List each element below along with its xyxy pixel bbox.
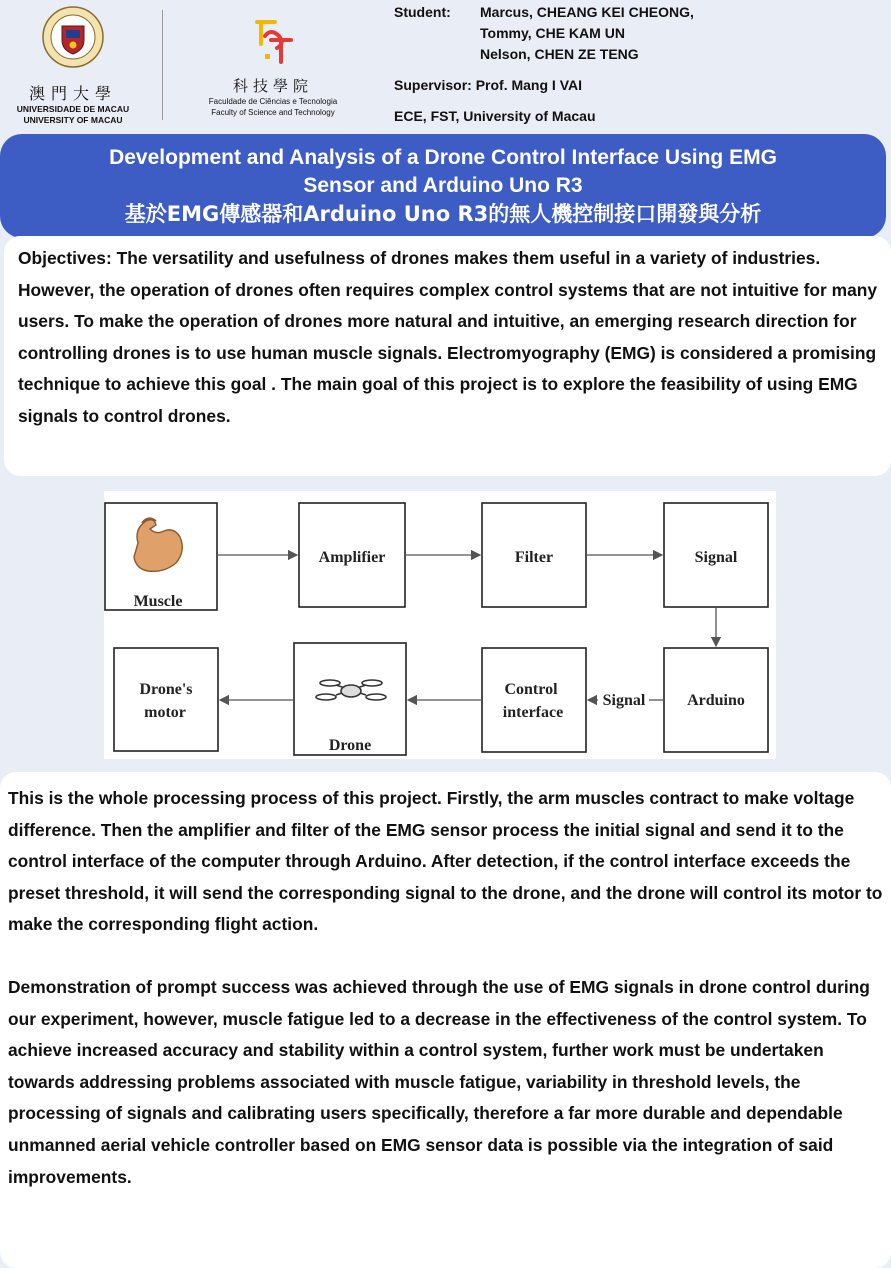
signal-arrow-label: Signal [602, 692, 646, 709]
control-label-line2: interface [502, 704, 564, 721]
title-english-line1: Development and Analysis of a Drone Control Interface Using EMG [109, 146, 777, 169]
um-seal-icon [42, 6, 104, 68]
um-name-english: UNIVERSITY OF MACAU [23, 115, 123, 125]
motor-label-line1: Drone's [139, 681, 193, 698]
student-name: Tommy, CHE KAM UN [480, 25, 625, 41]
drone-motor-box [114, 648, 218, 751]
signal-box-label: Signal [694, 549, 738, 566]
fst-logo [188, 14, 358, 118]
title-banner [0, 134, 886, 238]
amplifier-label: Amplifier [318, 549, 386, 566]
student-names [480, 2, 694, 65]
objectives-panel [4, 236, 891, 476]
fst-name-portuguese: Faculdade de Ciências e Tecnologia [208, 97, 338, 106]
um-name-portuguese: UNIVERSIDADE DE MACAU [16, 104, 130, 114]
arduino-label: Arduino [687, 692, 745, 709]
objectives-text: Objectives: The versatility and usefulness of drones makes them useful in a variety of industries. However, the operation of drones often requires complex control systems that are not intuitive for many users. To make the operation of drones more natural and intuitive, an emerging research direction for controlling drones is to use human muscle signals. Electromyography (EMG) is considered a promising technique to achieve this goal . The main goal of this project is to explore the feasibility of using EMG signals to control drones. [18, 248, 878, 426]
student-row [394, 2, 694, 65]
drone-label: Drone [328, 737, 372, 754]
fst-name-english: Faculty of Science and Technology [211, 108, 335, 117]
filter-label: Filter [514, 549, 554, 566]
header-divider [162, 10, 163, 120]
motor-label-line2: motor [144, 704, 186, 721]
description-panel [0, 772, 891, 1268]
student-name: Nelson, CHEN ZE TENG [480, 46, 639, 62]
author-info [394, 2, 694, 127]
block-diagram-svg [104, 491, 776, 759]
conclusion-paragraph: Demonstration of prompt success was achieved through the use of EMG signals in drone control during our experiment, however, muscle fatigue led to a decrease in the effectiveness of the control system. To achieve increased accuracy and stability within a control system, further work must be undertaken towards addressing problems associated with muscle fatigue, variability in threshold levels, the processing of signals and calibrating users specifically, therefore a far more durable and dependable unmanned aerial vehicle controller based on EMG sensor data is possible via the integration of said improvements. [8, 976, 870, 1187]
supervisor: Supervisor: Prof. Mang I VAI [394, 77, 582, 93]
department: ECE, FST, University of Macau [394, 108, 596, 124]
muscle-label: Muscle [133, 593, 183, 610]
control-interface-box [482, 648, 586, 752]
um-name-chinese: 澳門大學 [28, 84, 117, 103]
fst-name-chinese: 科技學院 [232, 77, 313, 95]
block-diagram [104, 491, 776, 759]
title-chinese: 基於EMG傳感器和Arduino Uno R3的無人機控制接口開發與分析 [124, 202, 762, 226]
um-logo [8, 6, 138, 126]
control-label-line1: Control [504, 681, 558, 698]
process-paragraph: This is the whole processing process of this project. Firstly, the arm muscles contract to make voltage difference. Then the amplifier and filter of the EMG sensor process the initial signal and send it to the control interface of the computer through Arduino. After detection, if the control interface exceeds the preset threshold, it will send the corresponding signal to the drone, and the drone will control its motor to make the corresponding flight action. [8, 788, 883, 935]
poster-header [0, 0, 891, 140]
fst-logo-icon [251, 14, 295, 68]
student-label: Student: [394, 4, 451, 20]
title-english-line2: Sensor and Arduino Uno R3 [303, 174, 583, 197]
student-name: Marcus, CHEANG KEI CHEONG, [480, 4, 694, 20]
